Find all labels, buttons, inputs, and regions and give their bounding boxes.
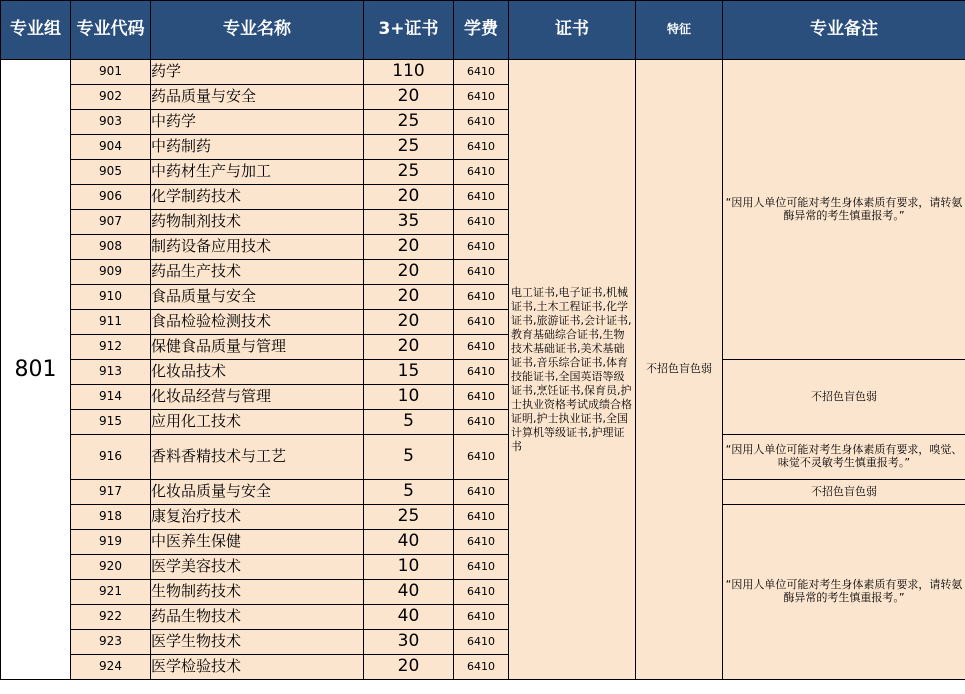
major-fee: 6410 — [454, 480, 509, 505]
major-code: 905 — [71, 160, 151, 185]
major-code: 906 — [71, 185, 151, 210]
group-code-cell: 801 — [1, 60, 71, 680]
major-fee: 6410 — [454, 335, 509, 360]
major-count: 25 — [364, 160, 454, 185]
major-count: 20 — [364, 235, 454, 260]
major-name: 药物制剂技术 — [151, 210, 364, 235]
major-fee: 6410 — [454, 385, 509, 410]
header-group: 专业组 — [1, 1, 71, 60]
major-fee: 6410 — [454, 60, 509, 85]
major-code: 908 — [71, 235, 151, 260]
major-name: 医学美容技术 — [151, 555, 364, 580]
major-code: 911 — [71, 310, 151, 335]
note-cell-d: 不招色盲色弱 — [723, 480, 965, 505]
major-count: 20 — [364, 335, 454, 360]
major-code: 901 — [71, 60, 151, 85]
major-code: 919 — [71, 530, 151, 555]
major-fee: 6410 — [454, 135, 509, 160]
major-fee: 6410 — [454, 235, 509, 260]
major-fee: 6410 — [454, 435, 509, 480]
table-row — [1, 435, 965, 480]
major-fee: 6410 — [454, 580, 509, 605]
table-row — [1, 480, 965, 505]
table-row — [1, 60, 965, 85]
header-note: 专业备注 — [723, 1, 965, 60]
major-name: 中药材生产与加工 — [151, 160, 364, 185]
major-code: 915 — [71, 410, 151, 435]
note-cell-c: “因用人单位可能对考生身体素质有要求，嗅觉、味觉不灵敏考生慎重报考。” — [723, 435, 965, 480]
major-name: 药品生物技术 — [151, 605, 364, 630]
major-count: 5 — [364, 480, 454, 505]
note-cell-e: “因用人单位可能对考生身体素质有要求，请转氨酶异常的考生慎重报考。” — [723, 505, 965, 680]
major-code: 921 — [71, 580, 151, 605]
major-code: 913 — [71, 360, 151, 385]
note-cell-b: 不招色盲色弱 — [723, 360, 965, 435]
major-count: 40 — [364, 530, 454, 555]
major-name: 保健食品质量与管理 — [151, 335, 364, 360]
header-name: 专业名称 — [151, 1, 364, 60]
major-fee: 6410 — [454, 160, 509, 185]
major-name: 中药学 — [151, 110, 364, 135]
major-count: 20 — [364, 85, 454, 110]
feature-cell: 不招色盲色弱 — [636, 60, 723, 680]
major-code: 903 — [71, 110, 151, 135]
major-name: 食品质量与安全 — [151, 285, 364, 310]
major-code: 923 — [71, 630, 151, 655]
major-code: 918 — [71, 505, 151, 530]
major-count: 40 — [364, 580, 454, 605]
major-name: 康复治疗技术 — [151, 505, 364, 530]
major-count: 25 — [364, 505, 454, 530]
major-name: 医学生物技术 — [151, 630, 364, 655]
header-count: 3+证书 — [364, 1, 454, 60]
major-code: 904 — [71, 135, 151, 160]
major-fee: 6410 — [454, 110, 509, 135]
major-name: 化妆品技术 — [151, 360, 364, 385]
major-code: 910 — [71, 285, 151, 310]
major-count: 30 — [364, 630, 454, 655]
major-fee: 6410 — [454, 630, 509, 655]
major-fee: 6410 — [454, 310, 509, 335]
major-count: 25 — [364, 110, 454, 135]
major-count: 110 — [364, 60, 454, 85]
major-name: 中药制药 — [151, 135, 364, 160]
major-fee: 6410 — [454, 530, 509, 555]
major-count: 25 — [364, 135, 454, 160]
major-name: 药品生产技术 — [151, 260, 364, 285]
certificates-text: 电工证书,电子证书,机械证书,土木工程证书,化学证书,旅游证书,会计证书,教育基础综合证书,生物技术基础证书,美术基础证书,音乐综合证书,体育技能证书,全国英语等级证书,烹饪证书,保育员,护士执业资格考试成绩合格证明,护士执业证书,全国计算机等级证书,护理证书 — [511, 285, 632, 453]
major-code: 907 — [71, 210, 151, 235]
major-count: 5 — [364, 435, 454, 480]
major-code: 909 — [71, 260, 151, 285]
major-name: 化妆品质量与安全 — [151, 480, 364, 505]
major-name: 医学检验技术 — [151, 655, 364, 680]
header-cert: 证书 — [509, 1, 636, 60]
major-code: 916 — [71, 435, 151, 480]
major-code: 922 — [71, 605, 151, 630]
major-fee: 6410 — [454, 360, 509, 385]
major-fee: 6410 — [454, 85, 509, 110]
major-count: 20 — [364, 260, 454, 285]
major-name: 食品检验检测技术 — [151, 310, 364, 335]
major-count: 20 — [364, 285, 454, 310]
major-name: 香料香精技术与工艺 — [151, 435, 364, 480]
note-cell-a: “因用人单位可能对考生身体素质有要求，请转氨酶异常的考生慎重报考。” — [723, 60, 965, 360]
major-count: 40 — [364, 605, 454, 630]
table-row — [1, 360, 965, 385]
header-fee: 学费 — [454, 1, 509, 60]
major-fee: 6410 — [454, 285, 509, 310]
major-fee: 6410 — [454, 410, 509, 435]
header-feature: 特征 — [636, 1, 723, 60]
certificates-cell — [509, 60, 636, 680]
major-count: 5 — [364, 410, 454, 435]
major-count: 15 — [364, 360, 454, 385]
major-fee: 6410 — [454, 555, 509, 580]
major-code: 912 — [71, 335, 151, 360]
major-fee: 6410 — [454, 655, 509, 680]
table-row — [1, 505, 965, 530]
major-name: 应用化工技术 — [151, 410, 364, 435]
major-count: 10 — [364, 385, 454, 410]
major-count: 20 — [364, 310, 454, 335]
major-code: 902 — [71, 85, 151, 110]
major-name: 生物制药技术 — [151, 580, 364, 605]
major-name: 药品质量与安全 — [151, 85, 364, 110]
major-fee: 6410 — [454, 505, 509, 530]
major-name: 化学制药技术 — [151, 185, 364, 210]
major-name: 中医养生保健 — [151, 530, 364, 555]
major-fee: 6410 — [454, 185, 509, 210]
header-code: 专业代码 — [71, 1, 151, 60]
major-fee: 6410 — [454, 210, 509, 235]
major-name: 化妆品经营与管理 — [151, 385, 364, 410]
major-name: 制药设备应用技术 — [151, 235, 364, 260]
major-code: 917 — [71, 480, 151, 505]
major-code: 914 — [71, 385, 151, 410]
major-count: 35 — [364, 210, 454, 235]
major-fee: 6410 — [454, 260, 509, 285]
major-code: 920 — [71, 555, 151, 580]
major-count: 20 — [364, 185, 454, 210]
header-row — [1, 1, 965, 60]
major-fee: 6410 — [454, 605, 509, 630]
major-count: 20 — [364, 655, 454, 680]
major-name: 药学 — [151, 60, 364, 85]
major-code: 924 — [71, 655, 151, 680]
major-count: 10 — [364, 555, 454, 580]
